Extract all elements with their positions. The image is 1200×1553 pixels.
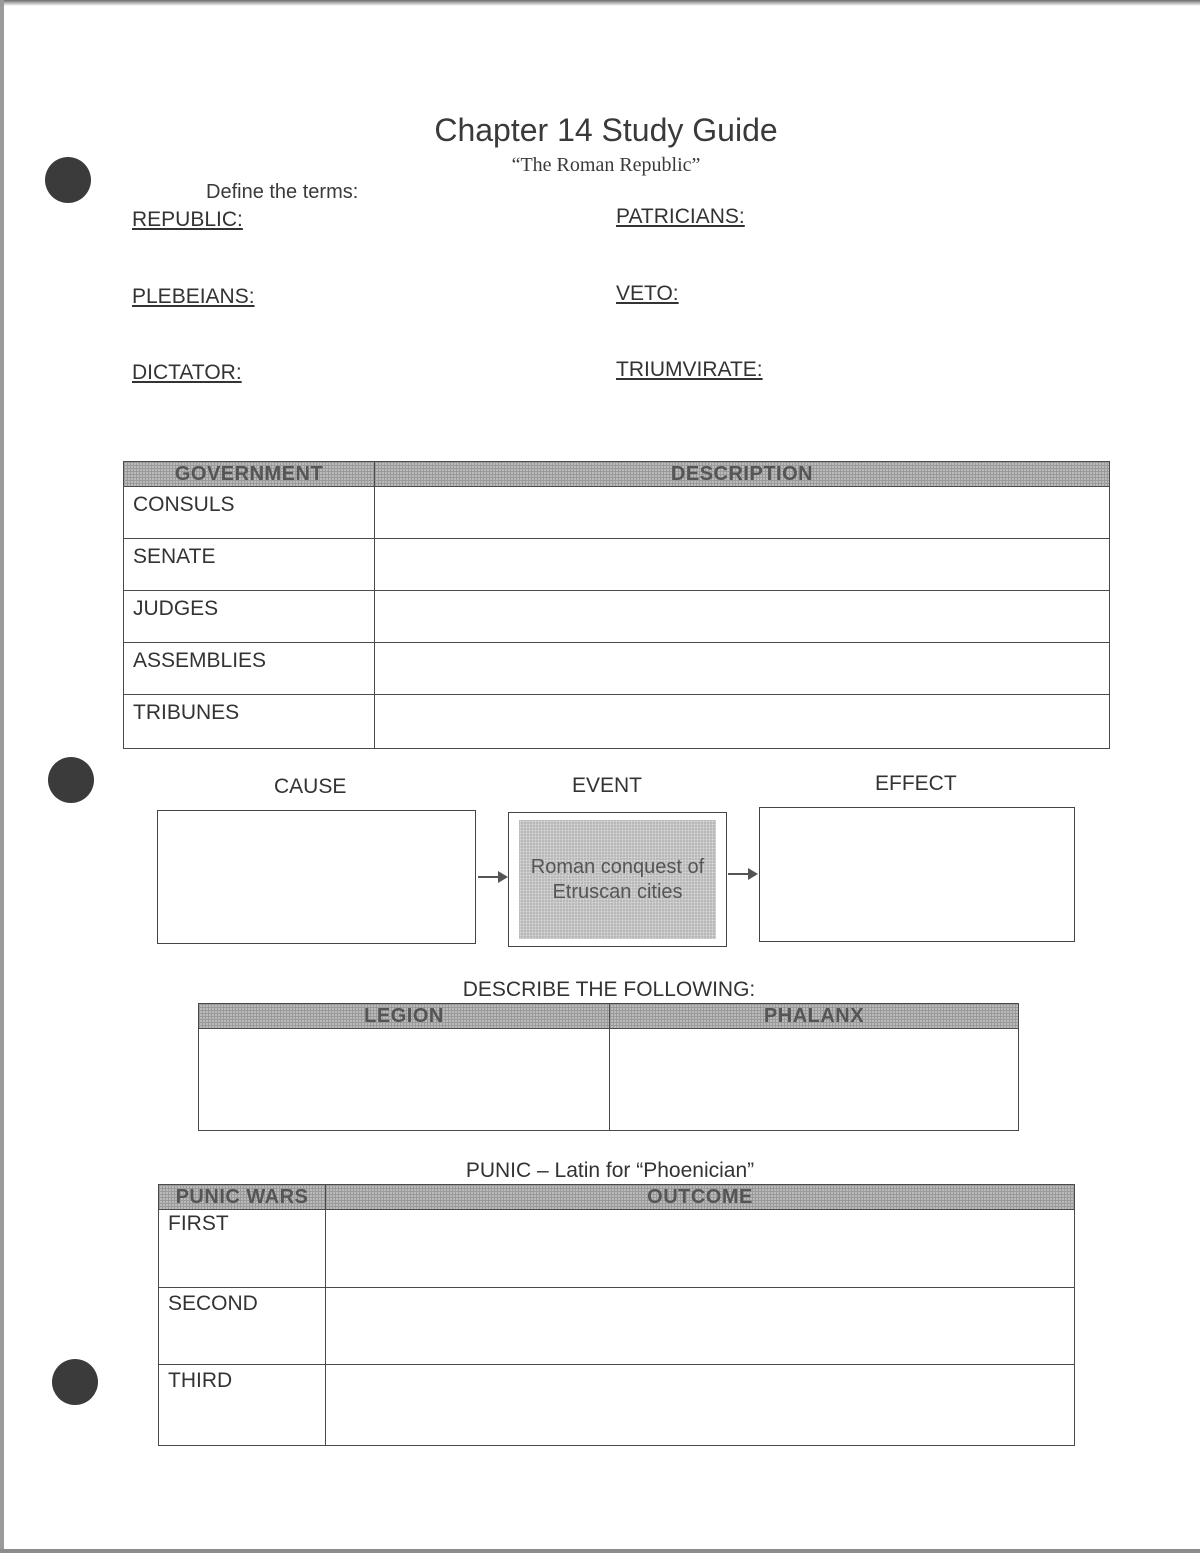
cause-box[interactable]: [157, 810, 476, 944]
event-box: [508, 812, 727, 947]
term-triumvirate: TRIUMVIRATE:: [616, 358, 763, 381]
row-label-senate: SENATE: [124, 539, 375, 591]
term-patricians: PATRICIANS:: [616, 205, 745, 228]
page-edge-shadow: [0, 0, 1200, 6]
table-row: [124, 487, 1110, 539]
row-label-first: FIRST: [159, 1210, 326, 1288]
arrow-right-icon: [478, 876, 506, 878]
term-veto: VETO:: [616, 282, 679, 305]
outcome-cell[interactable]: [326, 1288, 1075, 1365]
page-edge-left: [0, 0, 4, 1553]
phalanx-header: PHALANX: [610, 1004, 1019, 1029]
page-subtitle: “The Roman Republic”: [511, 154, 701, 176]
table-row: [159, 1288, 1075, 1365]
outcome-header: OUTCOME: [326, 1185, 1075, 1210]
page-edge-bottom: [0, 1549, 1200, 1553]
description-cell[interactable]: [375, 539, 1110, 591]
effect-box[interactable]: [759, 807, 1075, 942]
cause-label: CAUSE: [274, 775, 347, 798]
define-instruction: Define the terms:: [206, 181, 359, 203]
punic-wars-table: [158, 1184, 1075, 1446]
binder-hole-bottom: [52, 1359, 98, 1405]
description-cell[interactable]: [375, 695, 1110, 749]
description-cell[interactable]: [375, 487, 1110, 539]
description-header: DESCRIPTION: [375, 462, 1110, 487]
legion-header: LEGION: [199, 1004, 610, 1029]
term-plebeians: PLEBEIANS:: [132, 285, 255, 308]
table-row: [124, 539, 1110, 591]
row-label-judges: JUDGES: [124, 591, 375, 643]
table-row: [124, 591, 1110, 643]
page-title: Chapter 14 Study Guide: [434, 112, 778, 148]
outcome-cell[interactable]: [326, 1210, 1075, 1288]
government-table: [123, 461, 1110, 749]
row-label-second: SECOND: [159, 1288, 326, 1365]
term-dictator: DICTATOR:: [132, 361, 242, 384]
punic-heading: PUNIC – Latin for “Phoenician”: [465, 1159, 755, 1182]
event-label: EVENT: [572, 774, 643, 797]
government-header: GOVERNMENT: [124, 462, 375, 487]
event-text: Roman conquest of Etruscan cities: [519, 820, 716, 939]
binder-hole-middle: [48, 757, 94, 803]
description-cell[interactable]: [375, 591, 1110, 643]
punic-wars-header: PUNIC WARS: [159, 1185, 326, 1210]
row-label-third: THIRD: [159, 1365, 326, 1446]
description-cell[interactable]: [375, 643, 1110, 695]
outcome-cell[interactable]: [326, 1365, 1075, 1446]
row-label-tribunes: TRIBUNES: [124, 695, 375, 749]
table-row: [124, 643, 1110, 695]
row-label-assemblies: ASSEMBLIES: [124, 643, 375, 695]
table-row: [199, 1029, 1019, 1131]
describe-table: [198, 1003, 1019, 1131]
table-row: [124, 695, 1110, 749]
term-republic: REPUBLIC:: [132, 208, 243, 231]
row-label-consuls: CONSULS: [124, 487, 375, 539]
phalanx-cell[interactable]: [610, 1029, 1019, 1131]
arrow-right-icon: [728, 873, 756, 875]
effect-label: EFFECT: [875, 772, 957, 795]
describe-heading: DESCRIBE THE FOLLOWING:: [462, 978, 756, 1001]
legion-cell[interactable]: [199, 1029, 610, 1131]
table-row: [159, 1210, 1075, 1288]
table-row: [159, 1365, 1075, 1446]
